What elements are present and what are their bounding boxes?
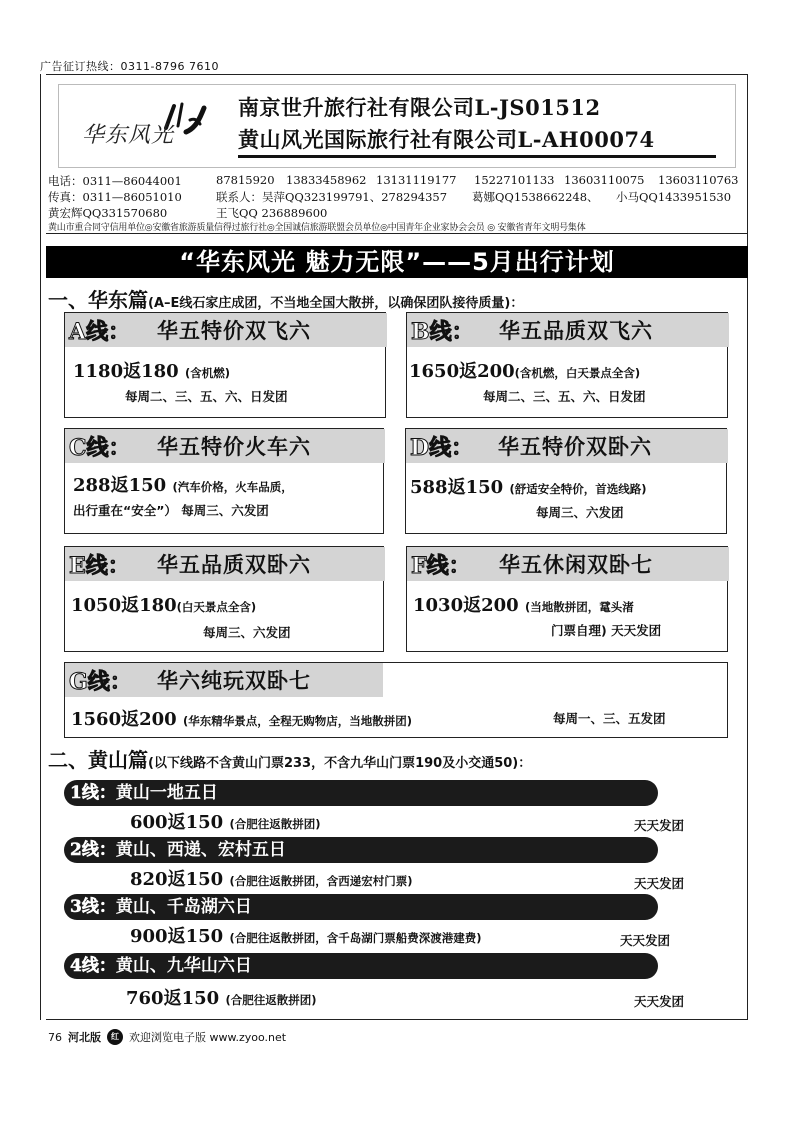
card-header [65, 429, 385, 463]
line-name: 华五特价双飞六 [157, 319, 311, 343]
company-name-2: 黄山风光国际旅行社有限公司L-AH00074 [238, 127, 655, 152]
route-label: 2线： [70, 840, 116, 860]
route-price: 820返150 (合肥往返散拼团，含西递宏村门票) [130, 869, 413, 890]
route-name: 黄山、西递、宏村五日 [115, 840, 286, 860]
line-name: 华五品质双卧六 [157, 553, 311, 577]
route-header-1[interactable] [64, 780, 658, 806]
tour-card-c[interactable] [64, 428, 384, 534]
route-price: 760返150 (合肥往返散拼团) [126, 988, 317, 1009]
edition-label: 河北版 [68, 1031, 101, 1044]
route-label: 4线： [70, 956, 116, 976]
departure-schedule: 每周三、六发团 [203, 625, 291, 640]
line-label: G线： [69, 668, 132, 695]
section-title: 一、华东篇 [48, 288, 148, 312]
main-banner: “华东风光 魅力无限”——5月出行计划 [46, 246, 748, 278]
departure-schedule: 每周二、三、五、六、日发团 [125, 389, 288, 404]
card-header [65, 663, 383, 697]
line-price: 1180返180 (含机燃) [73, 361, 230, 382]
phone-number: 13833458962 [286, 173, 367, 187]
website-link[interactable]: 欢迎浏览电子版 www.zyoo.net [129, 1031, 287, 1044]
card-header [65, 313, 387, 347]
route-name: 黄山一地五日 [115, 783, 218, 803]
phone-number: 13603110763 [658, 173, 739, 187]
card-header [65, 547, 385, 581]
tour-card-d[interactable] [405, 428, 727, 534]
line-label: A线： [69, 318, 131, 345]
departure-schedule: 门票自理) 天天发团 [551, 623, 662, 638]
line-name: 华五特价火车六 [157, 435, 311, 459]
card-header [406, 429, 728, 463]
route-price: 900返150 (合肥往返散拼团，含千岛湖门票船费深渡港建费) [130, 926, 482, 947]
phone-label: 电话：0311—86044001 [48, 174, 182, 188]
route-header-3[interactable] [64, 894, 658, 920]
section-title-east-china [48, 284, 523, 313]
card-header [407, 313, 729, 347]
section-note: (以下线路不含黄山门票233，不含九华山门票190及小交通50)： [148, 756, 532, 771]
route-label: 3线： [70, 897, 116, 917]
phone-number: 13603110075 [564, 173, 645, 187]
line-price: 288返150 (汽车价格，火车品质， [73, 475, 293, 496]
page-number: 76 [48, 1030, 62, 1044]
line-name: 华五品质双飞六 [499, 319, 653, 343]
company-name-1: 南京世升旅行社有限公司L-JS01512 [238, 95, 601, 120]
contact-qq: 小马QQ1433951530 [616, 190, 732, 204]
brand-badge-icon: 红 [107, 1029, 123, 1045]
frame-left-rule [40, 74, 41, 1020]
route-price: 600返150 (合肥往返散拼团) [130, 812, 321, 833]
contact-qq: 王飞QQ 236889600 [216, 206, 328, 220]
card-header [407, 547, 729, 581]
line-label: F线： [411, 552, 471, 579]
contact-qq: 黄宏辉QQ331570680 [48, 206, 168, 220]
section-title: 二、黄山篇 [48, 748, 148, 772]
ad-hotline: 广告征订热线：0311-8796 7610 [40, 60, 219, 73]
route-daily: 天天发团 [620, 933, 671, 948]
route-label: 1线： [70, 783, 116, 803]
route-daily: 天天发团 [634, 876, 685, 891]
page-footer [48, 1029, 286, 1045]
logo-text: 华东风光 [82, 123, 175, 148]
line-price: 1050返180(白天景点全含) [71, 595, 257, 616]
line-name: 华五特价双卧六 [498, 435, 652, 459]
route-daily: 天天发团 [634, 818, 685, 833]
tour-card-b[interactable] [406, 312, 728, 418]
route-name: 黄山、九华山六日 [115, 956, 252, 976]
departure-schedule: 出行重在“安全”） 每周三、六发团 [73, 503, 269, 518]
tour-card-a[interactable] [64, 312, 386, 418]
route-header-4[interactable] [64, 953, 658, 979]
section-title-huangshan [48, 744, 531, 773]
line-name: 华五休闲双卧七 [499, 553, 653, 577]
line-label: B线： [411, 318, 474, 345]
phone-number: 13131119177 [376, 173, 457, 187]
tour-card-f[interactable] [406, 546, 728, 652]
route-name: 黄山、千岛湖六日 [115, 897, 252, 917]
departure-schedule: 每周一、三、五发团 [553, 711, 666, 726]
tour-card-g[interactable] [64, 662, 728, 738]
line-label: D线： [410, 434, 474, 461]
line-price: 588返150 (舒适安全特价，首选线路) [410, 477, 647, 498]
line-label: C线： [69, 434, 131, 461]
line-price: 1650返200(含机燃，白天景点全含) [409, 361, 641, 382]
phone-number: 87815920 [216, 173, 275, 187]
route-daily: 天天发团 [634, 994, 685, 1009]
contact-qq: 葛娜QQ1538662248、 [472, 190, 599, 204]
line-name: 华六纯玩双卧七 [157, 669, 311, 693]
line-price: 1560返200 (华东精华景点，全程无购物店，当地散拼团) [71, 709, 412, 730]
route-header-2[interactable] [64, 837, 658, 863]
company-rule [238, 155, 716, 158]
divider [46, 233, 748, 234]
fax: 传真：0311—86051010 [48, 190, 182, 204]
departure-schedule: 每周二、三、五、六、日发团 [483, 389, 646, 404]
section-note: (A–E线石家庄成团，不当地全国大散拼，以确保团队接待质量)： [148, 296, 524, 311]
tour-card-e[interactable] [64, 546, 384, 652]
departure-schedule: 每周三、六发团 [536, 505, 624, 520]
line-label: E线： [69, 552, 130, 579]
membership-credentials: 黄山市重合同守信用单位◎安徽省旅游质量信得过旅行社◎全国诚信旅游联盟会员单位◎中国青年企业家协会会员 ◎ 安徽省青年文明号集体 [48, 223, 586, 233]
line-price: 1030返200 (当地散拼团，鼋头渚 [413, 595, 634, 616]
phone-number: 15227101133 [474, 173, 555, 187]
contact-person: 联系人：吴萍QQ323199791、278294357 [216, 190, 448, 204]
